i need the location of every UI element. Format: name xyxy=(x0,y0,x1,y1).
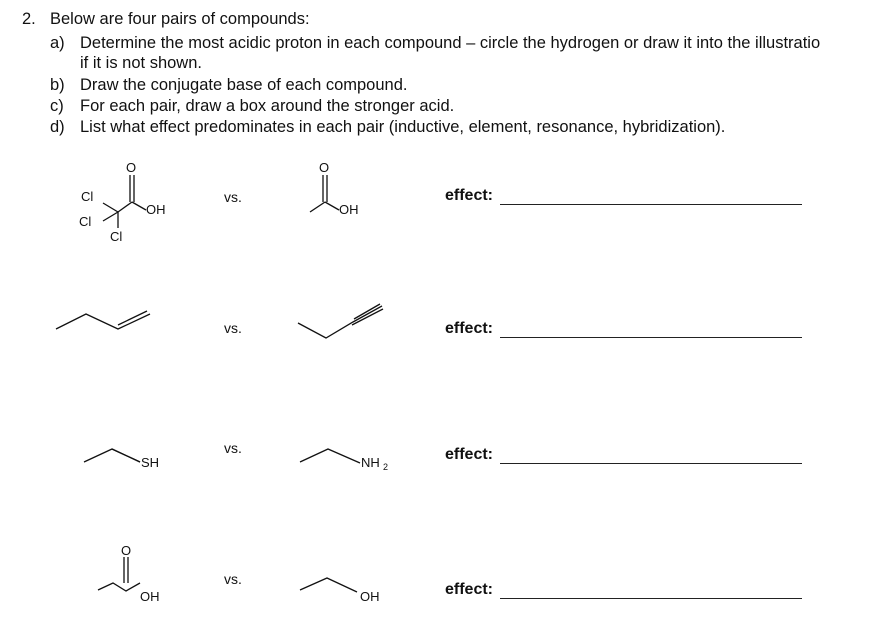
pair3-left-sh-label: SH xyxy=(141,455,160,470)
pair4-left-oh-label: OH xyxy=(140,589,160,604)
acetic-acid-structure xyxy=(310,160,359,217)
pair1-left-cl-label-top: Cl xyxy=(81,189,94,204)
part-c-text: For each pair, draw a box around the stronger acid. xyxy=(80,97,455,115)
part-a-letter: a) xyxy=(50,34,65,52)
question-intro: Below are four pairs of compounds: xyxy=(50,10,310,28)
pair1-left-oxygen-label: O xyxy=(126,160,137,175)
trichloroacetic-acid-structure xyxy=(79,160,166,244)
butyne-structure xyxy=(298,304,383,338)
pair3-effect-label: effect: xyxy=(445,446,494,463)
pair1-effect-label: effect: xyxy=(445,187,494,204)
pair4-effect-label: effect: xyxy=(445,581,494,598)
propylamine-structure xyxy=(300,449,388,472)
part-d-text: List what effect predominates in each pair (inductive, element, resonance, hybridization). xyxy=(80,118,726,136)
part-b-text: Draw the conjugate base of each compound. xyxy=(80,76,408,94)
question-number: 2. xyxy=(22,10,36,28)
pair1-left-cl-label-left: Cl xyxy=(79,214,92,229)
part-b-letter: b) xyxy=(50,76,65,94)
part-a-text-line2: if it is not shown. xyxy=(80,54,202,72)
pair1-effect-blank xyxy=(500,204,802,205)
propanol-structure xyxy=(300,578,380,604)
propanoic-acid-structure xyxy=(98,543,160,604)
pair1-right-oh-label: OH xyxy=(339,202,359,217)
pair3-right-nh-label: NH xyxy=(361,455,380,470)
pair1-left-cl-label-bottom: Cl xyxy=(110,229,123,244)
part-a-text-line1: Determine the most acidic proton in each compound – circle the hydrogen or draw it into the illustratio xyxy=(80,34,821,52)
part-c-letter: c) xyxy=(50,97,64,115)
pair4-vs-label: vs. xyxy=(224,571,242,587)
pair4-left-oxygen-label: O xyxy=(121,543,132,558)
pair3-vs-label: vs. xyxy=(224,440,242,456)
pair1-right-oxygen-label: O xyxy=(319,160,330,175)
pair2-effect-blank xyxy=(500,337,802,338)
pair4-effect-blank xyxy=(500,598,802,599)
propanethiol-structure xyxy=(84,449,159,470)
pair2-vs-label: vs. xyxy=(224,320,242,336)
pair2-effect-label: effect: xyxy=(445,320,494,337)
pair4-right-oh-label: OH xyxy=(360,589,380,604)
butene-structure xyxy=(56,311,150,329)
part-d-letter: d) xyxy=(50,118,65,136)
pair3-right-subscript: 2 xyxy=(383,462,389,472)
pair3-effect-blank xyxy=(500,463,802,464)
pair1-left-oh-label: OH xyxy=(146,202,166,217)
pair1-vs-label: vs. xyxy=(224,189,242,205)
